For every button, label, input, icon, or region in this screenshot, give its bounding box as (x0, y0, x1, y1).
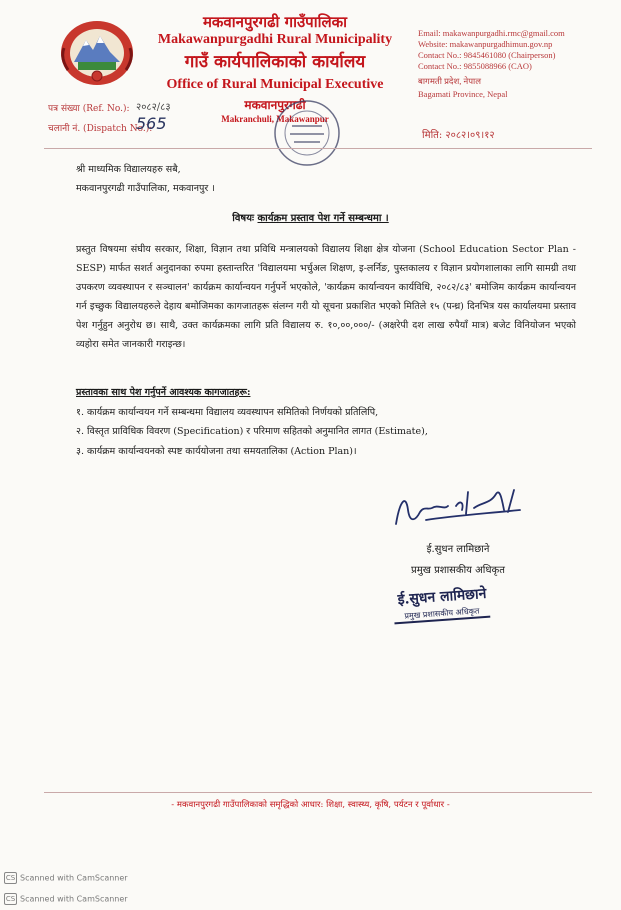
municipality-name-english: Makawanpurgadhi Rural Municipality (157, 32, 393, 47)
footer-divider (44, 792, 592, 793)
camscanner-watermark-2: CS Scanned with CamScanner (5, 894, 128, 904)
documents-section (76, 383, 576, 461)
recipient-line-1: श्री माध्यमिक विद्यालयहरु सबै, (76, 164, 181, 175)
dispatch-label: चलानी नं. (Dispatch No.): (48, 124, 153, 134)
document-item-1: १. कार्यक्रम कार्यान्वयन गर्ने सम्बन्धमा विद्यालय व्यवस्थापन समितिको निर्णयको प्रतिलिपि, (76, 406, 379, 418)
recipient-line-2: मकवानपुरगढी गाउँपालिका, मकवानपुर । (76, 183, 215, 194)
camscanner-watermark-1: CS Scanned with CamScanner (5, 873, 128, 883)
recipient-block (76, 160, 576, 198)
place-nepali: मकवानपुरगढी (244, 98, 306, 112)
contact-chairperson: Contact No.: 9845461080 (Chairperson) (418, 50, 556, 60)
document-item-3: ३. कार्यक्रम कार्यान्वयनको स्पष्ट कार्ययोजना तथा समयतालिका (Action Plan)। (76, 445, 357, 457)
ref-label: पत्र संख्या (Ref. No.): (48, 104, 130, 114)
name-stamp (383, 585, 501, 629)
ref-value: २०८२/८३ (136, 102, 171, 113)
footer-slogan: - मकवानपुरगढी गाउँपालिकाको समृद्धिको आधार: शिक्षा, स्वास्थ्य, कृषि, पर्यटन र पूर्वाधार - (171, 800, 450, 810)
contact-block (418, 28, 565, 100)
nepal-emblem-logo (58, 18, 136, 88)
stamp-name: ई.सुधन लामिछाने (397, 585, 487, 609)
province-english: Bagamati Province, Nepal (418, 89, 508, 99)
handwritten-signature (390, 480, 530, 540)
website-line: Website: makawanpurgadhimun.gov.np (418, 39, 553, 49)
place-english: Makranchuli, Makawanpur (221, 114, 329, 124)
subject-text: कार्यक्रम प्रस्ताव पेश गर्ने सम्बन्धमा । (257, 213, 389, 224)
dispatch-value: 565 (136, 114, 167, 133)
province-nepali: बागमती प्रदेश, नेपाल (418, 76, 481, 86)
office-name-nepali: गाउँ कार्यपालिकाको कार्यालय (184, 52, 366, 72)
date-value: २०८२।०९।१२ (445, 130, 495, 141)
municipality-name-nepali: मकवानपुरगढी गाउँपालिका (202, 13, 348, 31)
body-paragraph: प्रस्तुत विषयमा संघीय सरकार, शिक्षा, विज्ञान तथा प्रविधि मन्त्रालयको विद्यालय शिक्षा क्षेत्र योजना (School Education Sector Plan - SESP) मार्फत सशर्त अनुदानका रुपमा हस्तान्तरित 'विद्यालयमा भर्चुअल शिक्षण, इ-लर्निङ, पुस्तकालय र विज्ञान प्रयोगशालाका लागि सामग्री तथा उपकरण व्यवस्थापन र सञ्चालन' कार्यक्रम कार्यान्वयन गर्नुपर्ने भएकोले, 'कार्यक्रम कार्यान्वयन कार्यविधि, २०८२/८३' बमोजिम कार्यक्रम कार्यान्वयन गर्न इच्छुक विद्यालयहरुले देहाय बमोजिमका कागजातहरू संलग्न गरी यो सूचना प्रकाशित भएको मितिले १५ (पन्ध्र) दिनभित्र यस कार्यालयमा प्रस्ताव पेश गर्नुहुन अनुरोध छ। साथै, उक्त कार्यक्रमका लागि प्रति विद्यालय रु. १०,००,०००/- (अक्षरेपी दश लाख रुपैयाँ मात्र) बजेट विनियोजन भएको व्यहोरा समेत जानकारी गराइन्छ। (76, 244, 576, 350)
subject-line (0, 210, 621, 224)
header-divider (44, 148, 592, 149)
date-label: मिति: (422, 130, 443, 141)
documents-heading: प्रस्तावका साथ पेश गर्नुपर्ने आवश्यक कागजातहरू: (76, 387, 251, 398)
contact-cao: Contact No.: 9855088966 (CAO) (418, 61, 532, 71)
camscanner-icon: CS (5, 874, 16, 882)
document-item-2: २. विस्तृत प्राविधिक विवरण (Specification) र परिमाण सहितको अनुमानित लागत (Estimate), (76, 426, 428, 437)
signatory-name: ई.सुधन लामिछाने (426, 544, 490, 555)
signatory-designation: प्रमुख प्रशासकीय अधिकृत (411, 565, 505, 576)
subject-label: विषयः (232, 213, 255, 224)
email-line: Email: makawanpurgadhi.rmc@gmail.com (418, 28, 565, 38)
office-name-english: Office of Rural Municipal Executive (166, 77, 384, 92)
camscanner-icon: CS (5, 895, 16, 903)
date-line (422, 127, 495, 141)
stamp-designation: प्रमुख प्रशासकीय अधिकृत (394, 605, 491, 625)
